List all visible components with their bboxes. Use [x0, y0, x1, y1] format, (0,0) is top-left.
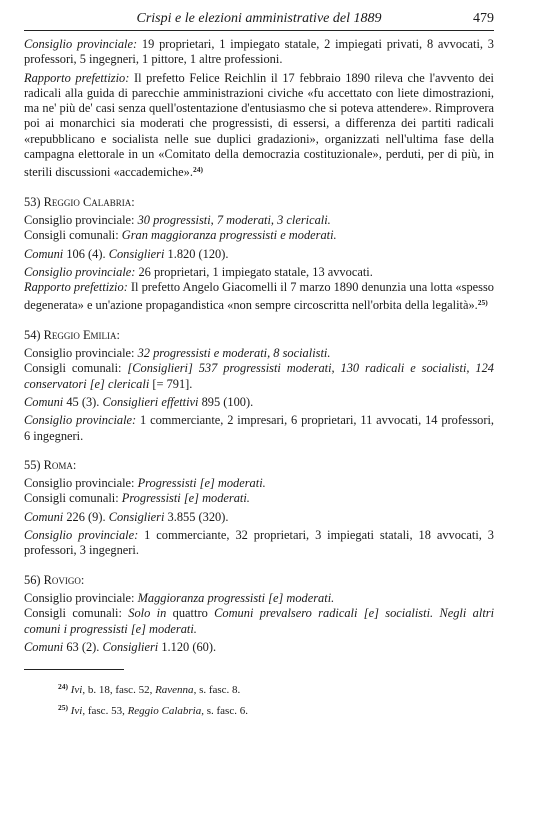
value: 226 (9).	[63, 509, 109, 524]
label: Consiglio provinciale:	[24, 413, 137, 428]
line-comuni	[24, 247, 494, 262]
label: Consiglio provinciale:	[24, 37, 138, 51]
value: 1.820 (120).	[164, 246, 229, 261]
label: Consiglio provinciale:	[24, 528, 139, 543]
page	[24, 10, 494, 720]
text: 19 proprietari, 1 impiegato statale, 2 impiegati privati, 8 avvocati, 3 professori, 5 ingegneri, 1 pittore, 1 altre professioni.	[24, 37, 494, 67]
footnote	[24, 699, 494, 720]
footnote-ref: 25)	[477, 298, 488, 308]
line-comuni	[24, 640, 494, 655]
value: [Consiglieri] 537 progressisti moderati, 130 radicali e socialisti, 124 conservatori [e] clericali	[24, 361, 494, 391]
value: Maggioranza progressisti [e] moderati.	[137, 590, 335, 605]
line-consiglio-provinciale	[24, 476, 494, 491]
value: quattro	[166, 606, 215, 621]
label: Consiglio provinciale:	[24, 346, 138, 361]
value: Comuni prevalsero radicali [e] socialisti. Negli altri comuni i progressisti [e] moderati.	[24, 606, 495, 636]
section-heading: 53) Reggio Calabria:	[24, 194, 135, 209]
intro-rapporto-prefettizio	[24, 71, 494, 181]
footnote-mark: 24)	[58, 682, 68, 692]
line-consigli-comunali	[24, 361, 494, 392]
footnote	[24, 678, 494, 699]
footnote-mark: 25)	[58, 703, 68, 713]
section-heading: 55) Roma:	[24, 457, 77, 472]
footnote-ref: 24)	[192, 165, 203, 175]
line-professioni	[24, 265, 494, 280]
line-comuni	[24, 395, 494, 410]
text: Il prefetto Felice Reichlin il 17 febbraio 1890 rileva che l'avvento dei radicali alla guida di parecchie amministrazioni civiche «fu accettato con liete dimostrazioni, ma ne' più de' casi senza quell'ostentazione d'entusiasmo che si poteva attendere». Rimprovera poi ai monarchici sia moderati che progressisti, di essersi, a differenza dei partiti radicali «repubblicano e socialista nelle sue duplici gradazioni», organizzati nell'ultima fase della campagna elettorale in un «Comitato della democrazia costituzionale», perduti, per di più, in sterili discussioni «accademiche».	[24, 70, 495, 180]
section-heading: 54) Reggio Emilia:	[24, 327, 120, 342]
text: Ravenna	[155, 684, 194, 697]
line-professioni	[24, 528, 494, 559]
text: , fasc. 53,	[82, 705, 128, 718]
text: Ivi	[70, 705, 83, 718]
intro-consiglio-provinciale	[24, 37, 494, 68]
label: Comuni	[24, 246, 64, 261]
value: 45 (3).	[63, 394, 103, 409]
section-rovigo	[24, 573, 494, 655]
value: Progressisti [e] moderati.	[137, 476, 266, 491]
text: Ivi	[70, 684, 83, 697]
value: 1 commerciante, 32 proprietari, 3 impiegati statali, 18 avvocati, 3 professori, 3 ingegneri.	[24, 528, 495, 558]
value: 30 progressisti, 7 moderati, 3 clericali.	[137, 212, 331, 227]
value: 26 proprietari, 1 impiegato statale, 13 avvocati.	[135, 264, 373, 279]
line-consiglio-provinciale	[24, 591, 494, 606]
value: 32 progressisti e moderati, 8 socialisti.	[137, 346, 331, 361]
value: Solo in	[128, 606, 167, 621]
section-roma	[24, 458, 494, 559]
section-heading: 56) Rovigo:	[24, 572, 85, 587]
label: Consigli comunali:	[24, 491, 122, 506]
label: Consiglio provinciale:	[24, 212, 138, 227]
line-consiglio-provinciale	[24, 346, 494, 361]
value: 1 commerciante, 2 impresari, 6 proprietari, 11 avvocati, 14 professori, 6 ingegneri.	[24, 413, 495, 443]
label: Rapporto prefettizio:	[24, 70, 130, 85]
line-rapporto-prefettizio	[24, 280, 494, 314]
label: Rapporto prefettizio:	[24, 280, 128, 295]
label: Consigli comunali:	[24, 361, 128, 376]
value-tail: [= 791].	[149, 376, 193, 391]
label: Consiglio provinciale:	[24, 476, 138, 491]
value: 1.120 (60).	[158, 639, 217, 654]
line-professioni	[24, 413, 494, 444]
label: Comuni	[24, 394, 64, 409]
label: Comuni	[24, 639, 64, 654]
section-reggio-calabria	[24, 195, 494, 314]
line-consigli-comunali	[24, 491, 494, 506]
value: 63 (2).	[63, 639, 103, 654]
page-body	[24, 37, 494, 720]
text: , s. fasc. 8.	[193, 684, 241, 697]
value: 895 (100).	[198, 394, 254, 409]
text: , s. fasc. 6.	[201, 705, 248, 718]
line-consigli-comunali	[24, 228, 494, 243]
running-header	[24, 10, 494, 31]
running-title: Crispi e le elezioni amministrative del 1889	[136, 11, 382, 26]
section-reggio-emilia	[24, 328, 494, 444]
line-comuni	[24, 510, 494, 525]
line-consigli-comunali	[24, 606, 494, 637]
label: Consiglieri	[102, 639, 159, 654]
label: Consigli comunali:	[24, 228, 122, 243]
label: Consiglieri effettivi	[102, 394, 199, 409]
value: 106 (4).	[63, 246, 109, 261]
page-number: 479	[473, 11, 494, 26]
value: 3.855 (320).	[164, 509, 229, 524]
label: Consiglieri	[108, 246, 165, 261]
text: , b. 18, fasc. 52,	[82, 684, 156, 697]
value: Il prefetto Angelo Giacomelli il 7 marzo 1890 denunzia una lotta «spesso degenerata» e un'azione propagandistica «non sempre circoscritta nell'orbita della legalità».	[24, 280, 494, 313]
label: Consiglio provinciale:	[24, 590, 138, 605]
line-consiglio-provinciale	[24, 213, 494, 228]
label: Comuni	[24, 509, 64, 524]
label: Consiglieri	[108, 509, 165, 524]
value: Gran maggioranza progressisti e moderati.	[121, 228, 337, 243]
text: Reggio Calabria	[127, 705, 202, 718]
label: Consigli comunali:	[24, 606, 129, 621]
footnote-divider	[24, 669, 124, 670]
label: Consiglio provinciale:	[24, 264, 136, 279]
value: Progressisti [e] moderati.	[121, 491, 250, 506]
